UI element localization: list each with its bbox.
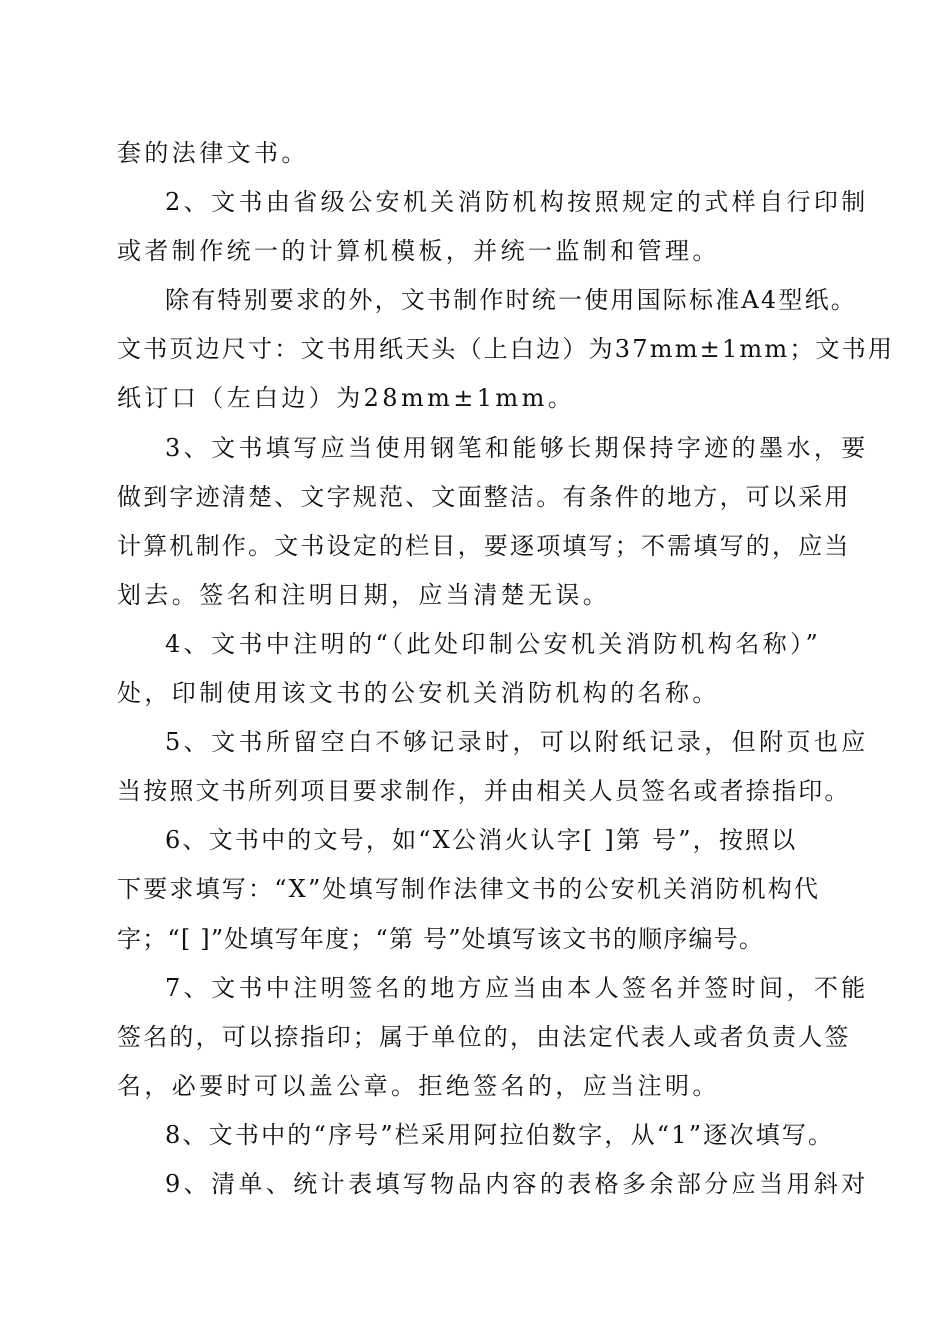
text-line: 5、文书所留空白不够记录时，可以附纸记录，但附页也应 [165, 728, 869, 757]
text-line: 除有特别要求的外，文书制作时统一使用国际标准A4型纸。 [165, 286, 857, 315]
text-line: 当按照文书所列项目要求制作，并由相关人员签名或者捺指印。 [117, 777, 851, 806]
text-line: 处，印制使用该文书的公安机关消防机构的名称。 [117, 679, 720, 708]
text-line: 下要求填写：“X”处填写制作法律文书的公安机关消防机构代 [117, 875, 821, 904]
text-line: 3、文书填写应当使用钢笔和能够长期保持字迹的墨水，要 [165, 433, 869, 462]
text-line: 或者制作统一的计算机模板，并统一监制和管理。 [117, 237, 720, 266]
text-line: 名，必要时可以盖公章。拒绝签名的，应当注明。 [117, 1071, 720, 1100]
text-line: 8、文书中的“序号”栏采用阿拉伯数字，从“1”逐次填写。 [165, 1120, 835, 1149]
text-line: 2、文书由省级公安机关消防机构按照规定的式样自行印制 [165, 188, 869, 217]
text-line: 签名的，可以捺指印；属于单位的，由法定代表人或者负责人签 [117, 1022, 851, 1051]
text-line: 划去。签名和注明日期，应当清楚无误。 [117, 580, 611, 609]
text-line: 4、文书中注明的“（此处印制公安机关消防机构名称）” [165, 629, 822, 658]
text-line: 做到字迹清楚、文字规范、文面整洁。有条件的地方，可以采用 [117, 482, 851, 511]
text-line: 7、文书中注明签名的地方应当由本人签名并签时间，不能 [165, 973, 869, 1002]
text-line: 字；“[ ]”处填写年度；“第 号”处填写该文书的顺序编号。 [117, 924, 765, 953]
document-body [117, 129, 895, 1209]
text-line: 套的法律文书。 [117, 139, 309, 167]
text-line: 纸订口（左白边）为28mm±1mm。 [117, 384, 576, 413]
text-line: 文书页边尺寸：文书用纸天头（上白边）为37mm±1mm；文书用 [117, 335, 895, 364]
text-line: 9、清单、统计表填写物品内容的表格多余部分应当用斜对 [165, 1169, 869, 1198]
text-line: 计算机制作。文书设定的栏目，要逐项填写；不需填写的，应当 [117, 531, 851, 560]
text-line: 6、文书中的文号，如“X公消火认字[ ]第 号”，按照以 [165, 826, 798, 855]
